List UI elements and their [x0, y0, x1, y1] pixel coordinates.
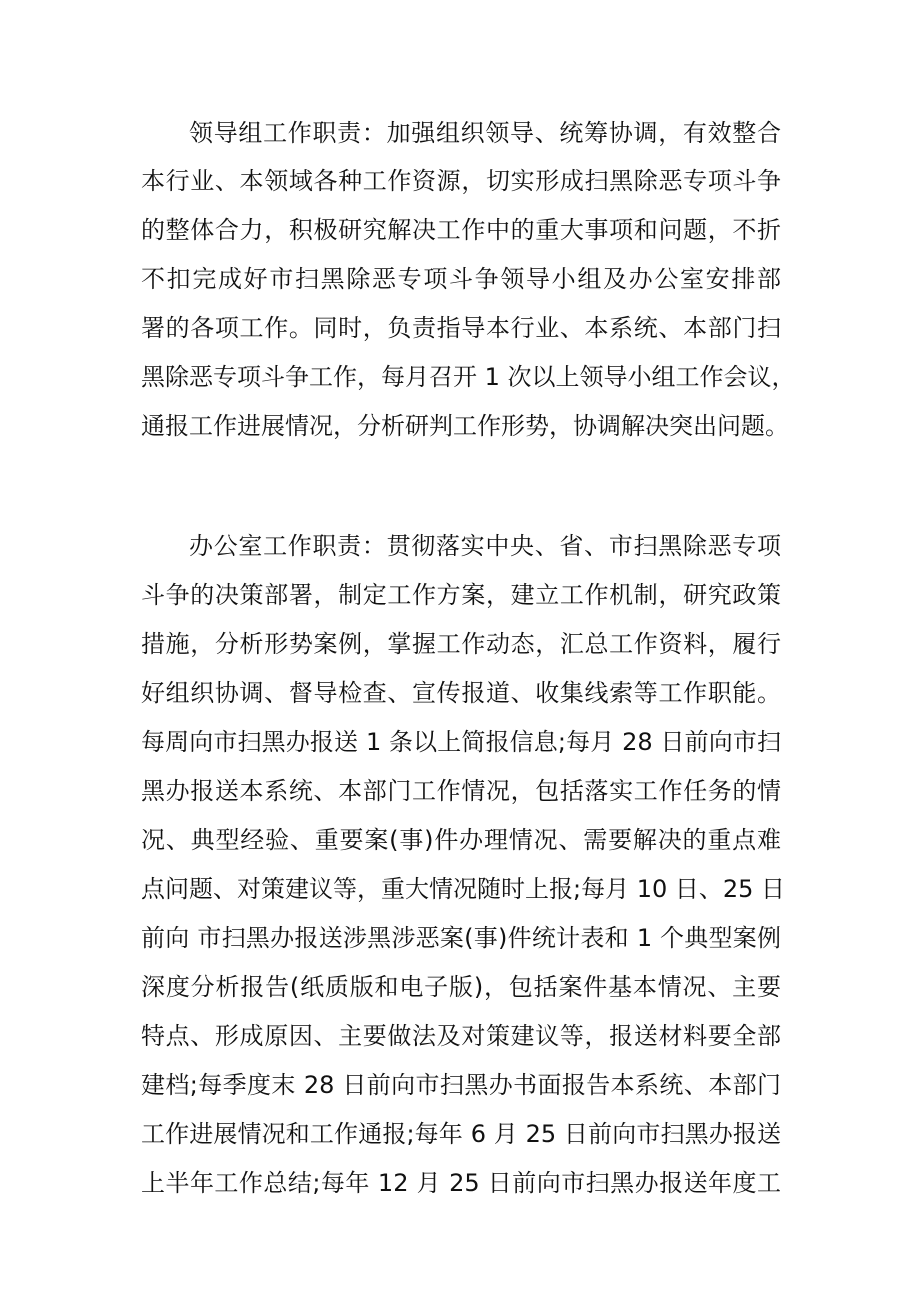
text-line: 通报工作进展情况，分析研判工作形势，协调解决突出问题。 [141, 412, 789, 440]
text-line: 黑除恶专项斗争工作，每月召开 1 次以上领导小组工作会议， [141, 363, 796, 391]
text-line: 特点、形成原因、主要做法及对策建议等，报送材料要全部 [141, 1022, 781, 1050]
text-line: 署的各项工作。同时，负责指导本行业、本系统、本部门扫 [141, 314, 781, 342]
text-line: 深度分析报告(纸质版和电子版)，包括案件基本情况、主要 [141, 973, 781, 1001]
text-line: 工作进展情况和工作通报;每年 6 月 25 日前向市扫黑办报送 [141, 1120, 781, 1148]
text-line: 斗争的决策部署，制定工作方案，建立工作机制，研究政策 [141, 581, 781, 609]
text-line: 建档;每季度末 28 日前向市扫黑办书面报告本系统、本部门 [141, 1071, 781, 1099]
text-line: 措施，分析形势案例，掌握工作动态，汇总工作资料，履行 [141, 630, 781, 658]
text-line: 办公室工作职责：贯彻落实中央、省、市扫黑除恶专项 [189, 532, 781, 560]
text-line: 的整体合力，积极研究解决工作中的重大事项和问题，不折 [141, 216, 781, 244]
text-line: 不扣完成好市扫黑除恶专项斗争领导小组及办公室安排部 [141, 265, 781, 293]
text-line: 领导组工作职责：加强组织领导、统筹协调，有效整合 [189, 119, 781, 147]
text-line: 黑办报送本系统、本部门工作情况，包括落实工作任务的情 [141, 777, 781, 805]
text-line: 上半年工作总结;每年 12 月 25 日前向市扫黑办报送年度工 [141, 1169, 781, 1197]
text-line: 本行业、本领域各种工作资源，切实形成扫黑除恶专项斗争 [141, 167, 781, 195]
text-line: 前向 市扫黑办报送涉黑涉恶案(事)件统计表和 1 个典型案例 [141, 924, 781, 952]
text-line: 点问题、对策建议等，重大情况随时上报;每月 10 日、25 日 [141, 875, 786, 903]
text-line: 好组织协调、督导检查、宣传报道、收集线索等工作职能。 [141, 679, 781, 707]
text-line: 况、典型经验、重要案(事)件办理情况、需要解决的重点难 [141, 826, 781, 854]
text-line: 每周向市扫黑办报送 1 条以上简报信息;每月 28 日前向市扫 [141, 728, 781, 756]
